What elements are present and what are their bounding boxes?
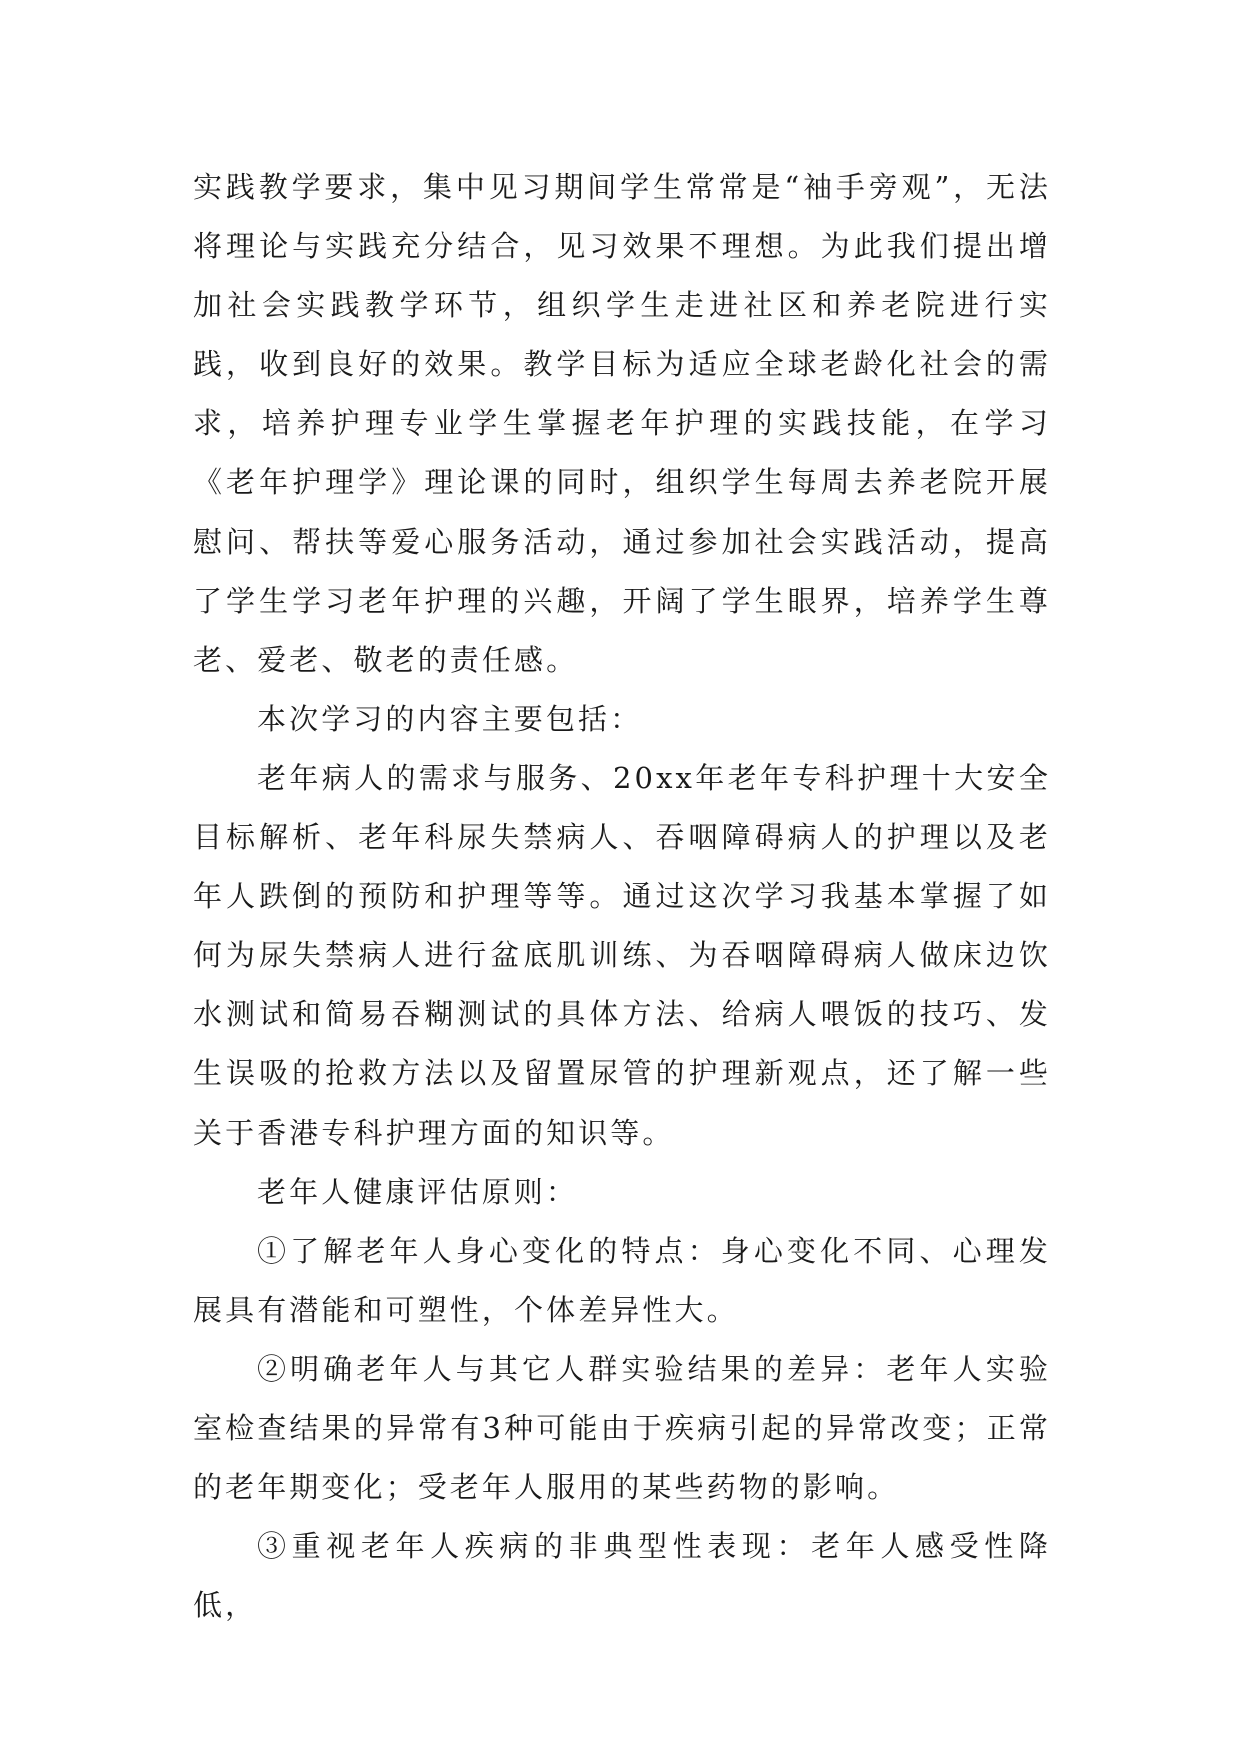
paragraph-study-content-intro: 本次学习的内容主要包括： <box>257 701 643 736</box>
paragraph-principle-1: ①了解老年人身心变化的特点：身心变化不同、心理发展具有潜能和可塑性，个体差异性大。 <box>193 1233 1051 1327</box>
paragraph-practice-teaching: 实践教学要求，集中见习期间学生常常是“袖手旁观”，无法将理论与实践充分结合，见习效果不理想。为此我们提出增加社会实践教学环节，组织学生走进社区和养老院进行实践，收到良好的效果。教学目标为适应全球老龄化社会的需求，培养护理专业学生掌握老年护理的实践技能，在学习《老年护理学》理论课的同时，组织学生每周去养老院开展慰问、帮扶等爱心服务活动，通过参加社会实践活动，提高了学生学习老年护理的兴趣，开阔了学生眼界，培养学生尊老、爱老、敬老的责任感。 <box>193 170 1051 677</box>
paragraph-study-content: 老年病人的需求与服务、20xx年老年专科护理十大安全目标解析、老年科尿失禁病人、吞咽障碍病人的护理以及老年人跌倒的预防和护理等等。通过这次学习我基本掌握了如何为尿失禁病人进行盆底肌训练、为吞咽障碍病人做床边饮水测试和简易吞糊测试的具体方法、给病人喂饭的技巧、发生误吸的抢救方法以及留置尿管的护理新观点，还了解一些关于香港专科护理方面的知识等。 <box>193 760 1051 1150</box>
paragraph-assessment-principles-heading: 老年人健康评估原则： <box>257 1174 579 1209</box>
paragraph-principle-2: ②明确老年人与其它人群实验结果的差异：老年人实验室检查结果的异常有3种可能由于疾病引起的异常改变；正常的老年期变化；受老年人服用的某些药物的影响。 <box>193 1351 1051 1505</box>
document-body <box>193 158 1051 1635</box>
paragraph-principle-3: ③重视老年人疾病的非典型性表现：老年人感受性降低， <box>193 1529 1051 1623</box>
